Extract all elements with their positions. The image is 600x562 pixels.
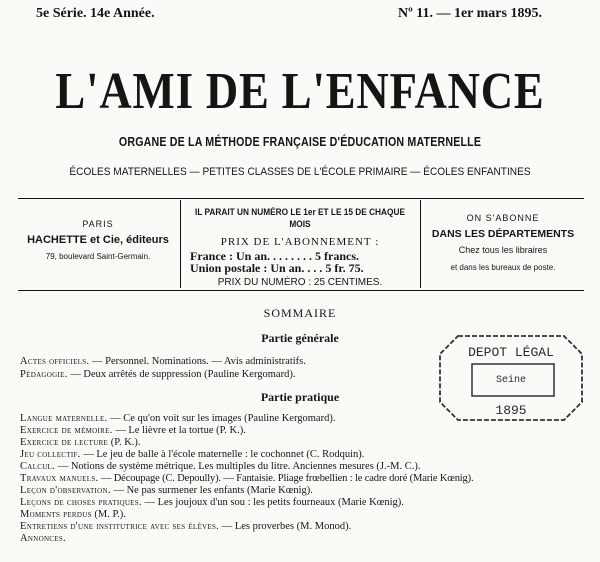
practical-item: Annonces.: [20, 533, 66, 544]
general-heading: Partie générale: [261, 331, 339, 345]
box-left: [18, 218, 178, 263]
subscribe: ON S'ABONNE: [466, 213, 540, 223]
stamp-graphic: [438, 334, 584, 422]
box-divider-left: [180, 200, 181, 288]
issue-price: PRIX DU NUMÉRO : 25 CENTIMES.: [217, 277, 383, 288]
box-right: [422, 212, 584, 274]
price-title: PRIX DE L'ABONNEMENT :: [220, 236, 380, 248]
practical-item: Entretiens d'une institutrice avec ses élèves. — Les proverbes (M. Monod).: [20, 521, 352, 532]
departments: DANS LES DÉPARTEMENTS: [431, 228, 575, 240]
stamp-label: DEPOT LÉGAL: [468, 345, 554, 360]
frequency: IL PARAIT UN NUMÉRO LE 1er ET LE 15 DE CHAQUE MOIS: [195, 207, 405, 229]
box-divider-right: [420, 200, 421, 288]
general-item-2: Pédagogie. — Deux arrêtés de suppression (Pauline Kergomard).: [20, 369, 296, 380]
box-center: [182, 206, 418, 289]
stamp-dept: Seine: [495, 375, 527, 386]
general-item-1: Actes officiels. — Personnel. Nominations. — Avis administratifs.: [20, 356, 306, 367]
price-union: Union postale : Un an. . . . 5 fr. 75.: [190, 261, 364, 275]
practical-item: Jeu collectif. — Le jeu de balle à l'école maternelle : le cochonnet (C. Rodquin).: [20, 449, 365, 460]
publisher: HACHETTE et Cie, éditeurs: [27, 234, 169, 246]
practical-item: Calcul. — Notions de système métrique. Les multiples du litre. Anciennes mesures (J.-M. C.).: [20, 461, 421, 472]
box-bottom-rule: [18, 290, 584, 291]
post-offices: et dans les bureaux de poste.: [450, 263, 556, 272]
series-year: 5e Série. 14e Année.: [36, 6, 155, 21]
sommaire-title: SOMMAIRE: [263, 306, 337, 320]
practical-heading: Partie pratique: [260, 390, 340, 404]
practical-item: Exercice de lecture (P. K.).: [20, 437, 141, 448]
price-france: France : Un an. . . . . . . . 5 francs.: [190, 249, 359, 263]
practical-item: Travaux manuels. — Découpage (C. Depoully). — Fantaisie. Pliage frœbellien : le cadre doré (Marie Kœnig).: [20, 473, 474, 484]
practical-item: Moments perdus (M. P.).: [20, 509, 126, 520]
stamp-year: 1895: [495, 403, 527, 418]
practical-item: Leçon d'observation. — Ne pas surmener les enfants (Marie Kœnig).: [20, 485, 313, 496]
masthead-subtitle: ORGANE DE LA MÉTHODE FRANÇAISE D'ÉDUCATION MATERNELLE: [118, 134, 482, 149]
depot-legal-stamp: [438, 334, 584, 422]
practical-item: Langue maternelle. — Ce qu'on voit sur les images (Pauline Kergomard).: [20, 413, 336, 424]
practical-item: Leçons de choses pratiques. — Les joujoux d'un sou : les petits fourneaux (Marie Kœnig).: [20, 497, 404, 508]
issue-date: Nº 11. — 1er mars 1895.: [398, 6, 542, 21]
masthead-title: L'AMI DE L'ENFANCE: [55, 63, 545, 120]
booksellers: Chez tous les libraires: [458, 245, 548, 255]
city: PARIS: [82, 219, 114, 229]
practical-item: Exercice de mémoire. — Le lièvre et la tortue (P. K.).: [20, 425, 246, 436]
schools-line: ÉCOLES MATERNELLES — PETITES CLASSES DE L'ÉCOLE PRIMAIRE — ÉCOLES ENFANTINES: [69, 166, 531, 178]
address: 79, boulevard Saint-Germain.: [45, 252, 151, 261]
box-top-rule: [18, 198, 584, 199]
